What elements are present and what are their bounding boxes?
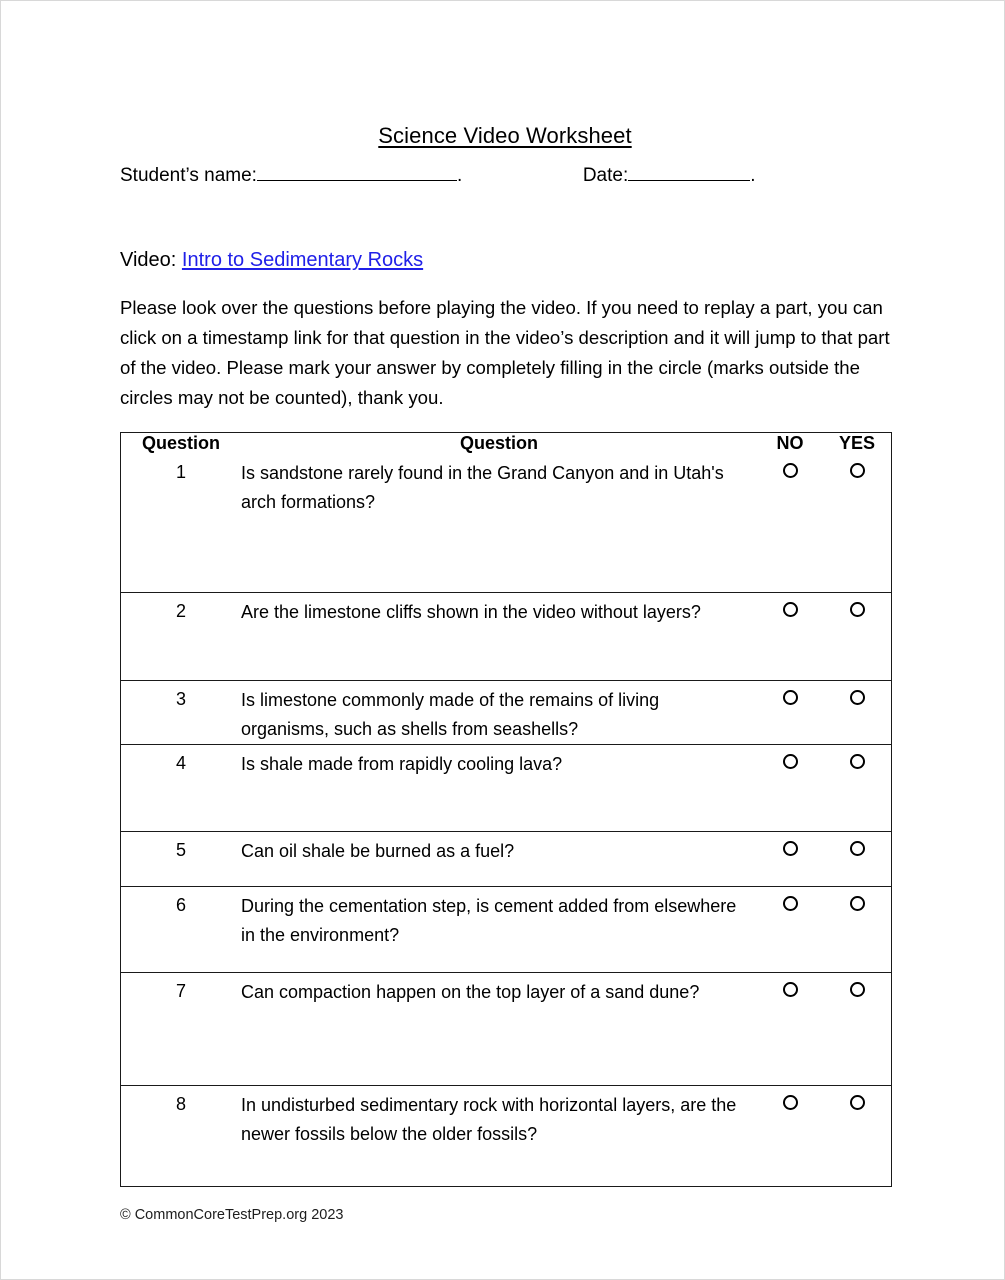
answer-cell-yes	[823, 831, 892, 886]
student-name-label: Student’s name:	[120, 165, 257, 186]
question-text: Are the limestone cliffs shown in the video without layers?	[241, 601, 701, 622]
answer-bubble-no[interactable]	[783, 841, 798, 856]
question-text: Can oil shale be burned as a fuel?	[241, 840, 515, 861]
answer-bubble-yes[interactable]	[850, 982, 865, 997]
page-content	[120, 1, 890, 1223]
answer-cell-no	[757, 592, 823, 680]
question-number: 6	[175, 894, 186, 915]
answer-cell-no	[757, 886, 823, 972]
header-question-number: Question	[141, 433, 220, 453]
copyright-footer: © CommonCoreTestPrep.org 2023	[120, 1206, 344, 1223]
instructions-paragraph: Please look over the questions before playing the video. If you need to replay a part, you can click on a timestamp link for that question in the video’s description and it will jump to that part of the video. Please mark your answer by completely filling in the circle (marks outside the circles may not be counted), thank you.	[120, 297, 890, 408]
answer-cell-no	[757, 972, 823, 1085]
answer-bubble-yes[interactable]	[850, 463, 865, 478]
date-label: Date:	[582, 165, 629, 186]
student-name-trailing-period: .	[456, 165, 463, 186]
questions-table-head	[121, 433, 892, 455]
answer-bubble-no[interactable]	[783, 463, 798, 478]
answer-cell-yes	[823, 886, 892, 972]
question-text: Is sandstone rarely found in the Grand Canyon and in Utah's arch formations?	[241, 463, 724, 512]
student-name-input[interactable]	[257, 180, 457, 181]
table-row	[121, 972, 892, 1085]
answer-cell-no	[757, 680, 823, 744]
answer-bubble-yes[interactable]	[850, 690, 865, 705]
answer-bubble-no[interactable]	[783, 754, 798, 769]
question-text: Can compaction happen on the top layer of a sand dune?	[241, 981, 700, 1002]
answer-cell-no	[757, 1085, 823, 1186]
answer-bubble-no[interactable]	[783, 690, 798, 705]
question-number: 8	[175, 1093, 186, 1114]
question-number: 7	[175, 980, 186, 1001]
date-trailing-period: .	[750, 165, 756, 186]
question-number: 2	[175, 600, 186, 621]
answer-cell-yes	[823, 680, 892, 744]
answer-bubble-yes[interactable]	[850, 754, 865, 769]
question-text: In undisturbed sedimentary rock with horizontal layers, are the newer fossils below the older fossils?	[241, 1094, 737, 1144]
video-label: Video:	[120, 249, 177, 271]
table-row	[121, 454, 892, 592]
question-number: 4	[175, 752, 186, 773]
table-header-row	[121, 433, 892, 455]
answer-cell-yes	[823, 592, 892, 680]
date-input[interactable]	[628, 180, 750, 181]
table-row	[121, 592, 892, 680]
answer-bubble-no[interactable]	[783, 1095, 798, 1110]
header-yes: YES	[838, 433, 876, 453]
question-number: 1	[175, 462, 186, 482]
question-text: Is limestone commonly made of the remains of living organisms, such as shells from seashells?	[241, 689, 660, 739]
answer-cell-yes	[823, 744, 892, 831]
answer-cell-no	[757, 831, 823, 886]
video-line	[120, 249, 890, 272]
header-no: NO	[776, 433, 804, 453]
table-row	[121, 680, 892, 744]
answer-cell-no	[757, 454, 823, 592]
answer-bubble-yes[interactable]	[850, 841, 865, 856]
video-link[interactable]: Intro to Sedimentary Rocks	[181, 249, 424, 271]
questions-table-body	[121, 454, 892, 1186]
question-text: During the cementation step, is cement added from elsewhere in the environment?	[241, 895, 737, 945]
answer-bubble-yes[interactable]	[850, 896, 865, 911]
answer-cell-yes	[823, 1085, 892, 1186]
answer-bubble-yes[interactable]	[850, 1095, 865, 1110]
answer-bubble-no[interactable]	[783, 982, 798, 997]
table-row	[121, 744, 892, 831]
answer-cell-yes	[823, 972, 892, 1085]
answer-cell-yes	[823, 454, 892, 592]
page-title: Science Video Worksheet	[378, 123, 632, 148]
answer-bubble-yes[interactable]	[850, 602, 865, 617]
header-question-text: Question	[459, 433, 538, 453]
page-title-container	[120, 1, 890, 149]
answer-bubble-no[interactable]	[783, 896, 798, 911]
question-text: Is shale made from rapidly cooling lava?	[241, 753, 563, 774]
questions-table	[120, 432, 892, 1187]
table-row	[121, 886, 892, 972]
question-number: 5	[175, 839, 186, 860]
table-row	[121, 1085, 892, 1186]
student-info-row	[120, 165, 890, 187]
answer-cell-no	[757, 744, 823, 831]
table-row	[121, 831, 892, 886]
question-number: 3	[175, 688, 186, 709]
answer-bubble-no[interactable]	[783, 602, 798, 617]
